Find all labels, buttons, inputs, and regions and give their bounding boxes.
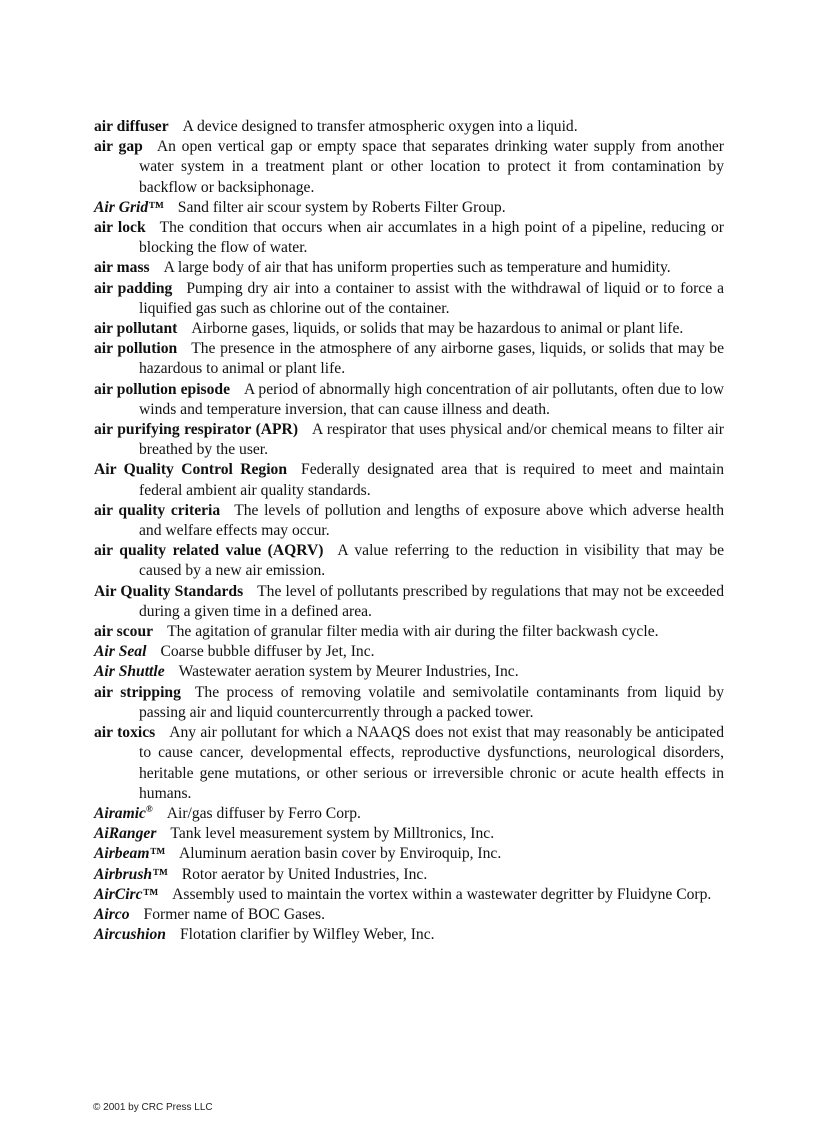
entry-definition: Tank level measurement system by Milltronics, Inc. bbox=[170, 825, 495, 843]
entry-term: air purifying respirator (APR) bbox=[94, 421, 299, 439]
entry-definition: Rotor aerator by United Industries, Inc. bbox=[181, 865, 428, 883]
entry-term: air padding bbox=[94, 279, 173, 297]
entry-term: air lock bbox=[94, 219, 146, 237]
entry-term: Air Quality Standards bbox=[94, 582, 244, 600]
glossary-entry bbox=[94, 258, 724, 278]
glossary-entry bbox=[94, 117, 724, 137]
glossary-entry bbox=[94, 662, 724, 682]
glossary-entry bbox=[94, 460, 724, 500]
entry-term: Air Grid™ bbox=[94, 198, 164, 216]
entry-definition: Federally designated area that is required to meet and maintain federal ambient air quality standards. bbox=[139, 461, 724, 499]
glossary-entry bbox=[94, 501, 724, 541]
entry-term: AirCirc™ bbox=[94, 885, 159, 903]
entry-term: air quality criteria bbox=[94, 501, 221, 519]
glossary-entry bbox=[94, 824, 724, 844]
glossary-entry bbox=[94, 380, 724, 420]
glossary-entry bbox=[94, 279, 724, 319]
entry-definition: The level of pollutants prescribed by regulations that may not be exceeded during a given time in a defined area. bbox=[139, 582, 724, 620]
entry-definition: Air/gas diffuser by Ferro Corp. bbox=[166, 804, 361, 822]
entry-definition: Airborne gases, liquids, or solids that may be hazardous to animal or plant life. bbox=[191, 320, 684, 338]
entry-definition: Assembly used to maintain the vortex within a wastewater degritter by Fluidyne Corp. bbox=[172, 885, 712, 903]
entry-definition: A period of abnormally high concentration of air pollutants, often due to low winds and temperature inversion, that can cause illness and death. bbox=[139, 380, 724, 418]
entry-term: air stripping bbox=[94, 683, 181, 701]
entry-term: Airco bbox=[94, 905, 130, 923]
glossary-entry bbox=[94, 723, 724, 804]
entry-term: air diffuser bbox=[94, 118, 169, 135]
entry-definition: An open vertical gap or empty space that separates drinking water supply from another water system in a treatment plant or other location to protect it from contamination by backflow or backsiphonage. bbox=[139, 138, 724, 196]
entry-term: Air Seal bbox=[94, 643, 147, 661]
entry-definition: Any air pollutant for which a NAAQS does not exist that may reasonably be anticipated to cause cancer, developmental effects, reproductive dysfunctions, neurological disorders, heritable gene mutations, or other serious or irreversible chronic or acute health effects in humans. bbox=[139, 724, 724, 802]
glossary-entry bbox=[94, 319, 724, 339]
entry-term: air toxics bbox=[94, 724, 156, 742]
entry-term: air pollution episode bbox=[94, 380, 230, 398]
entry-term: air mass bbox=[94, 259, 150, 277]
glossary-entry bbox=[94, 905, 724, 925]
entry-definition: Former name of BOC Gases. bbox=[143, 905, 325, 923]
entry-definition: The process of removing volatile and semivolatile contaminants from liquid by passing air and liquid countercurrently through a packed tower. bbox=[139, 683, 724, 721]
entry-definition: The agitation of granular filter media with air during the filter backwash cycle. bbox=[167, 623, 659, 641]
entry-term: Airbrush™ bbox=[94, 865, 168, 883]
entry-definition: Sand filter air scour system by Roberts Filter Group. bbox=[177, 198, 506, 216]
entry-definition: A large body of air that has uniform properties such as temperature and humidity. bbox=[163, 259, 671, 277]
entry-definition: Aluminum aeration basin cover by Enviroquip, Inc. bbox=[179, 845, 502, 863]
entry-definition: Flotation clarifier by Wilfley Weber, Inc. bbox=[179, 926, 435, 944]
glossary-entry bbox=[94, 885, 724, 905]
entry-term: air scour bbox=[94, 623, 154, 641]
entry-definition: The presence in the atmosphere of any airborne gases, liquids, or solids that may be hazardous to animal or plant life. bbox=[139, 340, 725, 378]
glossary-entry bbox=[94, 339, 724, 379]
glossary-entry bbox=[94, 582, 724, 622]
glossary-entry bbox=[94, 622, 724, 642]
glossary-entry bbox=[94, 137, 724, 198]
entry-definition: Pumping dry air into a container to assist with the withdrawal of liquid or to force a liquified gas such as chlorine out of the container. bbox=[139, 279, 724, 317]
glossary-page bbox=[94, 117, 724, 945]
entry-definition: The levels of pollution and lengths of exposure above which adverse health and welfare effects may occur. bbox=[139, 501, 724, 540]
entry-definition: A respirator that uses physical and/or chemical means to filter air breathed by the user. bbox=[139, 421, 724, 459]
glossary-entry bbox=[94, 683, 724, 723]
entry-term: air pollution bbox=[94, 340, 178, 358]
entry-definition: Wastewater aeration system by Meurer Industries, Inc. bbox=[178, 663, 519, 681]
glossary-entry bbox=[94, 642, 724, 662]
entry-term: Airamic® bbox=[94, 803, 153, 822]
copyright-footer: © 2001 by CRC Press LLC bbox=[93, 1102, 213, 1113]
entry-term: Air Quality Control Region bbox=[94, 461, 288, 479]
entry-term: air pollutant bbox=[94, 320, 178, 338]
entry-term: AiRanger bbox=[94, 825, 157, 843]
registered-mark: ® bbox=[145, 803, 153, 814]
entry-term: air quality related value (AQRV) bbox=[94, 542, 324, 560]
glossary-entry bbox=[94, 420, 724, 460]
entry-definition: The condition that occurs when air accumlates in a high point of a pipeline, reducing or blocking the flow of water. bbox=[139, 219, 724, 257]
glossary-entry bbox=[94, 218, 724, 258]
entry-definition: A device designed to transfer atmospheric oxygen into a liquid. bbox=[182, 118, 578, 135]
glossary-entry bbox=[94, 865, 724, 885]
glossary-entry bbox=[94, 844, 724, 864]
glossary-entry bbox=[94, 925, 724, 945]
glossary-entry bbox=[94, 198, 724, 218]
entry-term: Aircushion bbox=[94, 926, 166, 944]
entry-definition: Coarse bubble diffuser by Jet, Inc. bbox=[160, 643, 375, 661]
entry-term: Air Shuttle bbox=[94, 663, 165, 681]
glossary-entry bbox=[94, 804, 724, 824]
entry-term: air gap bbox=[94, 138, 143, 156]
entry-term: Airbeam™ bbox=[94, 845, 166, 863]
glossary-entry bbox=[94, 541, 724, 581]
entry-definition: A value referring to the reduction in visibility that may be caused by a new air emission. bbox=[139, 542, 724, 580]
